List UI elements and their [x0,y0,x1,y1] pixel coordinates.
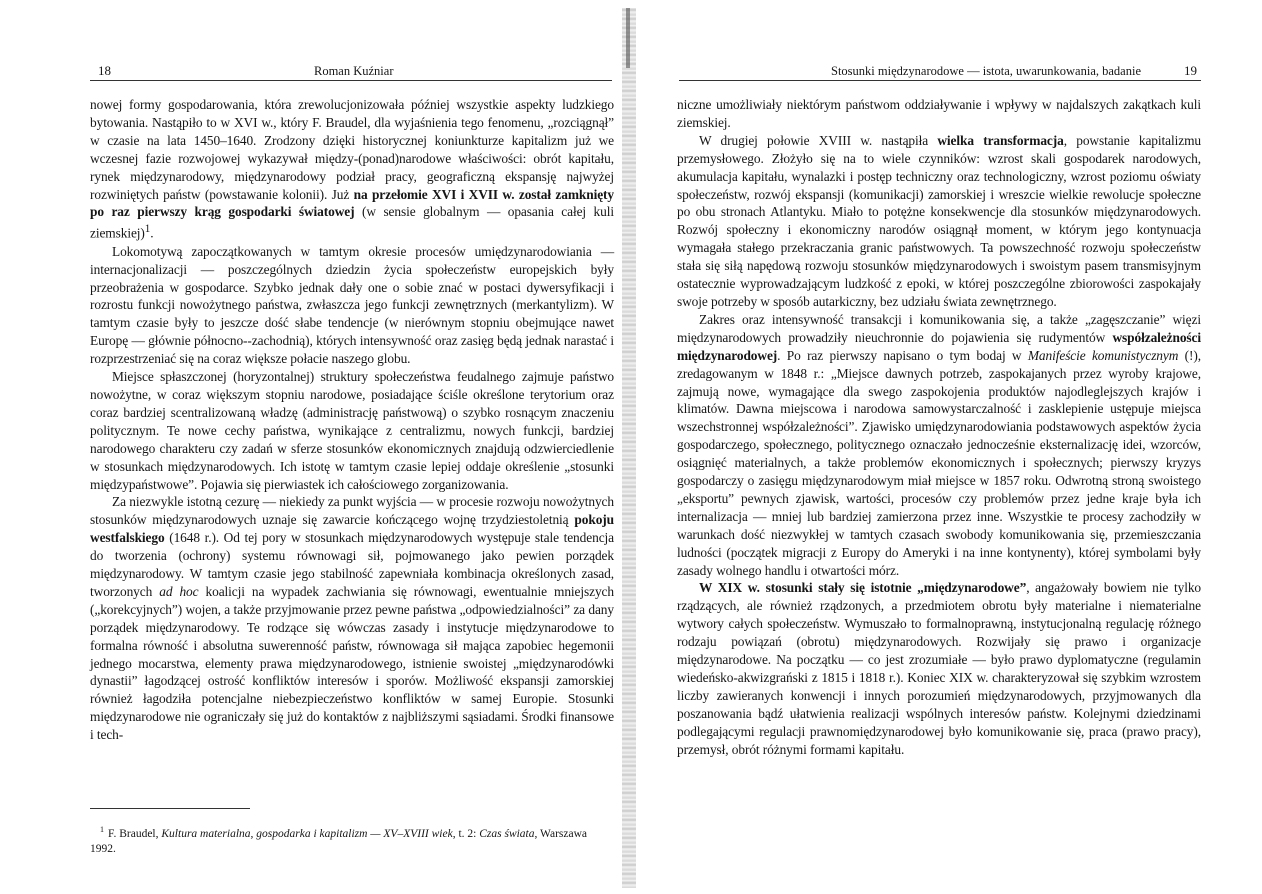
right-running-head [679,62,1201,81]
bold-text: współzależności międzynarodowej [677,329,1201,363]
right-running-title: Stosunki międzynarodowe — istota, uwarunkowania, badanie [831,64,1141,78]
text-run: W drugiej połowie XVIII w. nastąpiła [699,132,938,148]
text-run: , Warszawa 1992. [90,827,588,855]
right-body-text [677,96,1201,759]
paragraph [677,96,1201,132]
footnote-marker: 1 [144,223,151,236]
footnote [90,822,614,857]
text-run: niczne umożliwiały niektórym państwom oddziaływanie i wpływy w najdalszych zakątkach kuli ziemskiej. [677,97,1201,130]
paragraph [677,132,1201,311]
bold-text: na przełomie XVI i XVII w. został zamknięty po raz pierwszy krąg gospodarki światowej [90,186,614,220]
text-run: Za niezwykle istotną cezurę — niekiedy za punkt wyjścia — w procesie rozwoju nowożytnych stosunków międzynarodowych uznaje się zawarcie kończącego wojnę trzydziestoletnią [90,494,614,528]
text-run: (!), zredagowanym w 1848 r.: „Miejsce dawnych potrzeb, zaspokajanych przez wyroby krajowe, zajmują nowe, wymagające dla swego zaspokojenia produktów najodleglejszych krajów i klimatów. Dawna miejscowa i narodowa samowystarczalność i zasklepienie ustępuje miejsca wszechstronnej współzależności”. Zjawisko umiędzynarodowiania podstawowych aspektów życia gospodarczego, społecznego, politycznego oznaczało jednocześnie eksternalizację idei, wzorców, osiągnięć materialnych, a także problemów ekonomicznych i społecznych; pierwszy kryzys gospodarczy o zasięgu międzynarodowym miał miejsce w 1857 roku. Odwrotną stroną swoistego „eksportu” pewnych zjawisk, wartości, procesów czy problemów przez jedne kraje była ich internalizacja — mniej lub bardziej zamierzona przez inne. Wszystkie te procesy zachodziły w warunkach dość niezwykłej w tamtych czasach swobody komunikowania się, przemieszczania ludności (początek migracji z Europy do Ameryki i na inne kontynenty), której symbolami były zasady wolnego handlu i otwartości mórz. [677,347,1202,578]
right-page-number: 19 [1184,63,1197,78]
bold-text: W XIX w. stosunki stały się istotnie „międzynarodowe” [699,580,1027,596]
text-run: . [150,225,154,241]
paragraph [677,311,1201,580]
text-run: Miejsce spłaszczonej (horyzontalnej) struktury społeczeństwa feudalnego zajmuje państwo nowożytne, w coraz większym stopniu narodowe, posiadające ściśle określone terytorium oraz coraz bardziej scentralizowaną władzę (administrację państwową) o szybko rosnącym znaczeniu politycznym. Te nowe cechy państwa, wynikające z centralizmu, nowych funkcji, bardziej narodowego charakteru czy zadań w sferze stosunków ekonomicznych znajdują odzwierciedlenie w stosunkach międzynarodowych. Ich istotę w tamtym czasie lepiej oddaje określenie „stosunki międzypaństwowe”. Pojawia się pierwiastek ich całościowego zorganizowania. [90,369,614,492]
text-run: Lokomotywą zapoczątkowanych w tamtym okresie procesów umiędzynarodowiania — internacjonalizacji — poszczególnych dziedzin życia społeczeństw europejskich były przeobrażenia w gospodarce. Szybko jednak dały one o sobie znać w postaci dywersyfikacji i rozrostu funkcji nowożytnego państwa, zwłaszcza jego funkcji zewnętrznych (merkantylizm). W tamtym czasie były to jeszcze dość słabe tendencje (w nierównym stopniu obejmujące nawet Europę — głównie północno--zachodnią), których intensywność oraz zasięg będą jednak narastać i rozprzestrzeniać się na coraz większe połacie naszego globu. [90,243,614,367]
paragraph [90,368,614,493]
footnote-rule [90,808,250,809]
italic-text: ad hoc [159,583,199,599]
italic-text: Czas świata [479,827,535,840]
left-running-head [90,62,612,81]
paragraph [677,579,1201,758]
text-run: (w sensie globalnym — opasania całej kuli ziemskiej) [90,204,614,241]
text-run: . Po raz pierwszy napisano o tym bodaj w [777,347,1028,363]
text-run: F. Braudel, [108,827,162,840]
text-run: , angażowały bowiem nie tylko rządzących, ale również rządzonych, a przedmiotem obrotu były materialne i niematerialne wytwory całych społeczeństw. Wymuszało to formalnoprawną, instytucjonalną regulację różnego rodzaju powiązań (obrotu) międzynarodowych. Rozwijały się prawo i organizacje międzynarodowe. Na początku — co jest zrozumiałe — było prawo dyplomatyczne (regulamin wiedeńsko-akwizgrański z 1815 i 1818 r.). Koniec XIX w. charakteryzował się szybkim wzrostem liczby zawieranych konwencji i innych porozumień międzynarodowych, przyjmowanych dla poszanowania bądź ułatwienia realizacji wspólnych interesów państw. Kolejnymi dziedzinami podlegającymi regulacji prawnomiędzynarodowej było komunikowanie się, praca (prawo pracy), przemysł, obrót różnymi formami kapitału. [677,580,1202,757]
italic-text: Manifeście komunistycznym [1027,347,1179,363]
left-body-text [90,96,614,744]
footnote-marker: 1 [100,825,104,834]
text-run: Zakres oraz intensywność transakcji i komunikowania się, a także „zagęszczanie” więzi międzynarodowych prowadziły nieuchronnie do pojawienia się rudymentów [677,311,1201,345]
right-page [634,0,1262,894]
left-page-number: 18 [98,63,111,78]
paragraph [90,493,614,744]
bold-text: wielka transformacja [937,132,1064,148]
text-run: (1648 r.). Od tej pory w stosunkach międzynarodowych występuje stale tendencja do tworzenia (ochrony) systemu równowagi sił, pojmowanego jako pewien porządek międzynarodowy. W tamtym czasie jego stabilność zapewniała kombinacja określonych zasad, tworzonych [90,530,614,599]
text-run: koalicji na wypadek zachwiania się równowagi, ewentualnie mniejszych („korekcyjnych”) wojen, a także przyjmowanie przez pewne państwa „odpowiedzialności” za dany porządek międzynarodowy. Te rodzące się wówczas zasady i instytucje międzynarodowe to formalna równość i absolutna suwerenność państw, równowaga sił mająca zapobiec hegemonii jednego mocarstwa, elementy prawa międzynarodowego, istnienie swoistej „międzynarodówki dynastii” łagodzącej ostrość konfliktów interesów i sporów. Możliwość ekspansji zamorskiej również łagodziła potencjalne niebezpieczeństwo konfliktów w samej Europie. Stosunki międzynarodowe nie ograniczały się już do kontaktów z najbliższymi sąsiadami. Środki finansowe i tech- [90,583,614,743]
left-running-title: Roman Kuźniar [314,64,394,78]
paragraph [90,96,614,243]
text-run: , powstanie kapitalizmu przemysłowego. Złożyło się na to wiele czynników: wzrost skali gospodarek narodowych, akumulacja kapitału, wynalazki i postęp techniczny oraz technologiczny, wzrost poziomu oświaty społeczeństw, rozwój ekspansji (komunikacji) zamorskiej i wreszcie wielkie rewolucje społeczne po obu stronach Atlantyku. Miało to potężne konsekwencje dla stosunków międzynarodowych. Rozwój społeczny i ekonomiczny narodów osiągnął moment, w którym jego kontynuacja wymagała stałego przekraczania granic państwowych. Ta powszechność rozwoju społeczeństw stała się siłą napędową rozwoju stosunków międzynarodowych i swoistym pasem transmisyjnym ostatecznie wyprowadzającym ludzkość z epoki, w której poszczególne zbiorowości zaspokajały swoje potrzeby w sposób autarkiczny, bez udziału świata zewnętrznego. [677,132,1201,309]
paragraph [90,243,614,368]
bold-text: pokoju westfalskiego [90,512,614,546]
text-run: nowej formy gospodarowania, która zrewolucjonizowała później wszystkie aspekty ludzkiego bytowania. Nastąpiło to w XVI w., który F. Braudel, dla wyjaśnienia tego fenomenu, „rozciągnął” w czasie na lata 1450–1640. Zrodzony dzięki historycznej koniunkturze kapitalizm już we wczesnej fazie rozwojowej wykazywał między-(ponad)narodowe właściwości: obrót kapitału, rynek międzynarodowy, międzynarodowy podział pracy, geograficzną ekspansję najwyżej rozwiniętych państw (powstawanie kolonii). Już [90,97,614,202]
left-page [0,0,628,894]
text-run: , t. 2: [452,827,480,840]
italic-text: Kultura materialna, gospodarka i kapitalizm — XV–XVIII wiek [161,827,453,840]
